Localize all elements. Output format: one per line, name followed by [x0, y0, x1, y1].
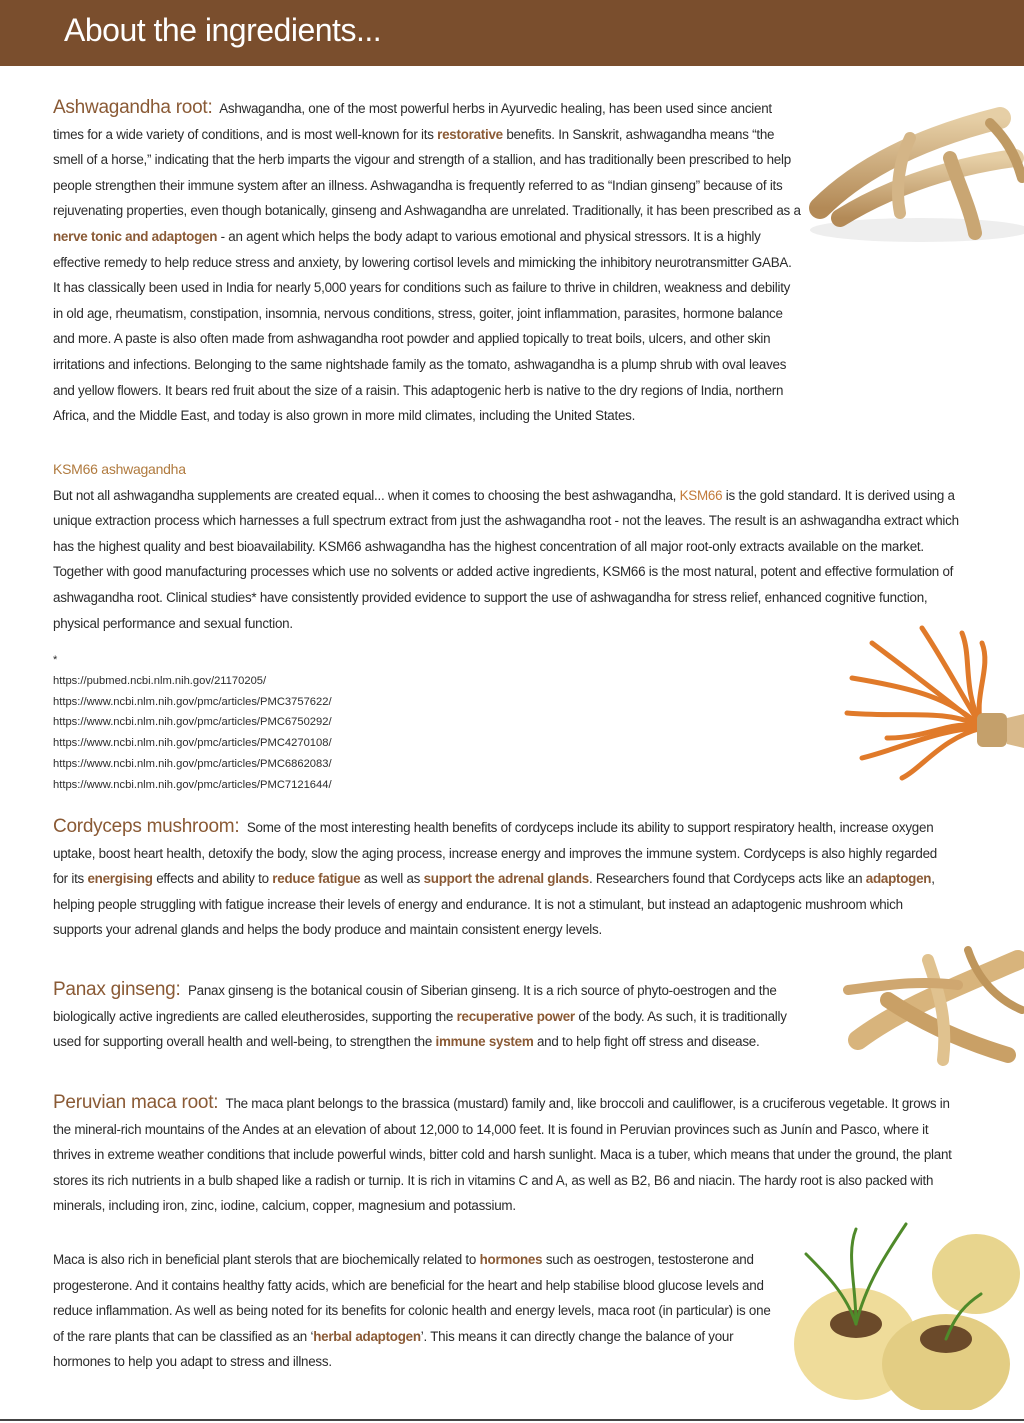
maca-text-1: The maca plant belongs to the brassica (mustard) family and, like broccoli and cauliflower, is a cruciferous vegetable. It grows in the mineral-rich mountains of the Andes at an elevation of about 12,000 to 14,000 feet. It is found in Peruvian provinces such as Junín and Pasco, where it thrives in extreme weather conditions that include powerful winds, bitter cold and harsh sunlight. Maca is a tuber, which means that under the ground, the plant stores its rich nutrients in a bulb shaped like a radish or turnip. It is rich in vitamins C and A, as well as B2, B6 and niacin. The hardy root is also packed with minerals, including iron, zinc, iodine, calcium, copper, magnesium and potassium.: [53, 1096, 952, 1214]
ashwagandha-heading: Ashwagandha root:: [53, 97, 213, 118]
cordyceps-text-5: , helping people struggling with fatigue increase their levels of energy and endurance. It is not a stimulant, but instead an adaptogenic mushroom which supports your adrenal glands and helps the body produce and maintain consistent energy levels.: [53, 871, 935, 938]
page-title: About the ingredients...: [64, 12, 382, 48]
panax-text-1: Panax ginseng is the botanical cousin of Siberian ginseng. It is a rich source of phyto-oestrogen and the biologically active ingredients are called eleutherosides, supporting the: [53, 983, 777, 1024]
ashwagandha-text-1: Ashwagandha, one of the most powerful herbs in Ayurvedic healing, has been used since ancient times for a wide variety of conditions, and is most well-known for its: [53, 101, 772, 142]
cordyceps-text-1: Some of the most interesting health benefits of cordyceps include its ability to support respiratory health, increase oxygen uptake, boost heart health, detoxify the body, slow the aging process, increase energy and improves the immune system. Cordyceps is also highly regarded for its: [53, 820, 937, 887]
panax-text-2: of the body. As such, it is traditionally used for supporting overall health and well-being, to strengthen the: [53, 1008, 787, 1050]
cordyceps-text-3: as well as: [363, 871, 421, 887]
cordyceps-highlight-reduce-fatigue: reduce fatigue: [272, 871, 361, 887]
maca-p2-text-3: ’. This means it can directly change the balance of your hormones to help you adapt to stress and illness.: [53, 1328, 734, 1370]
cordyceps-mushroom-image: [832, 618, 1024, 786]
maca-root-image: [786, 1214, 1024, 1410]
ksm66-highlight: KSM66: [679, 487, 723, 503]
references-list: [53, 650, 332, 796]
maca-p2-text-1: Maca is also rich in beneficial plant sterols that are biochemically related to: [53, 1252, 477, 1267]
cordyceps-text-2: effects and ability to: [156, 871, 269, 887]
cordyceps-highlight-adrenal: support the adrenal glands: [423, 871, 589, 887]
ksm66-heading: KSM66 ashwagandha: [53, 461, 186, 477]
maca-section: [53, 1090, 965, 1219]
ashwagandha-text-3: - an agent which helps the body adapt to various emotional and physical stressors. It is a highly effective remedy to help reduce stress and anxiety, by lowering cortisol levels and mimicking the inhibitory neurotransmitter GABA. It has classically been used in India for nearly 5,000 years for conditions such as failure to thrive in children, weakness and debility in old age, rheumatism, constipation, insomnia, nervous conditions, stress, goiter, joint inflammation, parasites, hormone balance and more. A paste is also often made from ashwagandha root powder and applied topically to treat boils, ulcers, and other skin irritations and infections. Belonging to the same nightshade family as the tomato, ashwagandha is a plump shrub with oval leaves and yellow flowers. It bears red fruit about the size of a raisin. This adaptogenic herb is native to the dry regions of India, northern Africa, and the Middle East, and today is also grown in more mild climates, including the United States.: [53, 228, 792, 424]
panax-text-3: and to help fight off stress and disease.: [536, 1034, 760, 1050]
reference-link[interactable]: https://www.ncbi.nlm.nih.gov/pmc/articles/PMC7121644/: [53, 778, 332, 791]
cordyceps-highlight-adaptogen: adaptogen: [865, 871, 932, 887]
reference-link[interactable]: https://pubmed.ncbi.nlm.nih.gov/21170205/: [53, 674, 267, 687]
panax-highlight-recuperative: recuperative power: [456, 1008, 575, 1024]
maca-section-2: [53, 1247, 783, 1375]
references-star: *: [53, 654, 58, 666]
maca-heading: Peruvian maca root:: [53, 1092, 219, 1113]
ashwagandha-section: [53, 95, 961, 429]
panax-highlight-immune: immune system: [435, 1034, 534, 1050]
ashwagandha-highlight-restorative: restorative: [437, 126, 503, 142]
ksm66-section: [53, 457, 961, 636]
reference-link[interactable]: https://www.ncbi.nlm.nih.gov/pmc/articles/PMC6862083/: [53, 757, 332, 770]
cordyceps-text-4: . Researchers found that Cordyceps acts like an: [588, 871, 863, 887]
reference-link[interactable]: https://www.ncbi.nlm.nih.gov/pmc/articles/PMC3757622/: [53, 695, 332, 708]
maca-highlight-herbal-adaptogen: herbal adaptogen: [313, 1328, 421, 1344]
panax-ginseng-image: [828, 930, 1024, 1066]
cordyceps-highlight-energising: energising: [87, 871, 153, 887]
panax-section: [53, 977, 813, 1055]
ashwagandha-highlight-nerve-tonic: nerve tonic and adaptogen: [53, 228, 218, 244]
cordyceps-section: [53, 814, 953, 943]
cordyceps-heading: Cordyceps mushroom:: [53, 816, 240, 837]
page-header: [0, 0, 1024, 66]
ashwagandha-text-2: benefits. In Sanskrit, ashwagandha means “the smell of a horse,” indicating that the herb imparts the vigour and strength of a stallion, and has traditionally been prescribed to help people strengthen their immune system after an illness. Ashwagandha is frequently referred to as “Indian ginseng” because of its rejuvenating properties, even though botanically, ginseng and Ashwagandha are unrelated. Traditionally, it has been prescribed as a: [53, 126, 801, 219]
maca-highlight-hormones: hormones: [479, 1252, 543, 1267]
maca-p2-text-2: such as oestrogen, testosterone and progesterone. And it contains healthy fatty acids, which are beneficial for the heart and help stabilise blood glucose levels and reduce inflammation. As well as being noted for its benefits for colonic health and energy levels, maca root (in particular) is one of the rare plants that can be classified as an ‘: [53, 1252, 771, 1344]
panax-heading: Panax ginseng:: [53, 979, 181, 1000]
reference-link[interactable]: https://www.ncbi.nlm.nih.gov/pmc/articles/PMC6750292/: [53, 716, 332, 729]
reference-link[interactable]: https://www.ncbi.nlm.nih.gov/pmc/articles/PMC4270108/: [53, 737, 332, 750]
bottom-divider: [0, 1419, 1024, 1421]
ksm66-text-1: But not all ashwagandha supplements are created equal... when it comes to choosing the best ashwagandha,: [53, 487, 677, 503]
ksm66-text-2: is the gold standard. It is derived using a unique extraction process which harnesses a full spectrum extract from just the ashwagandha root - not the leaves. The result is an ashwagandha extract which has the highest quality and best bioavailability. KSM66 ashwagandha has the highest concentration of all major root-only extracts available on the market. Together with good manufacturing processes which use no solvents or added active ingredients, KSM66 is the most natural, potent and effective formulation of ashwagandha root. Clinical studies* have consistently provided evidence to support the use of ashwagandha for stress relief, enhanced cognitive function, physical performance and sexual function.: [53, 487, 959, 631]
